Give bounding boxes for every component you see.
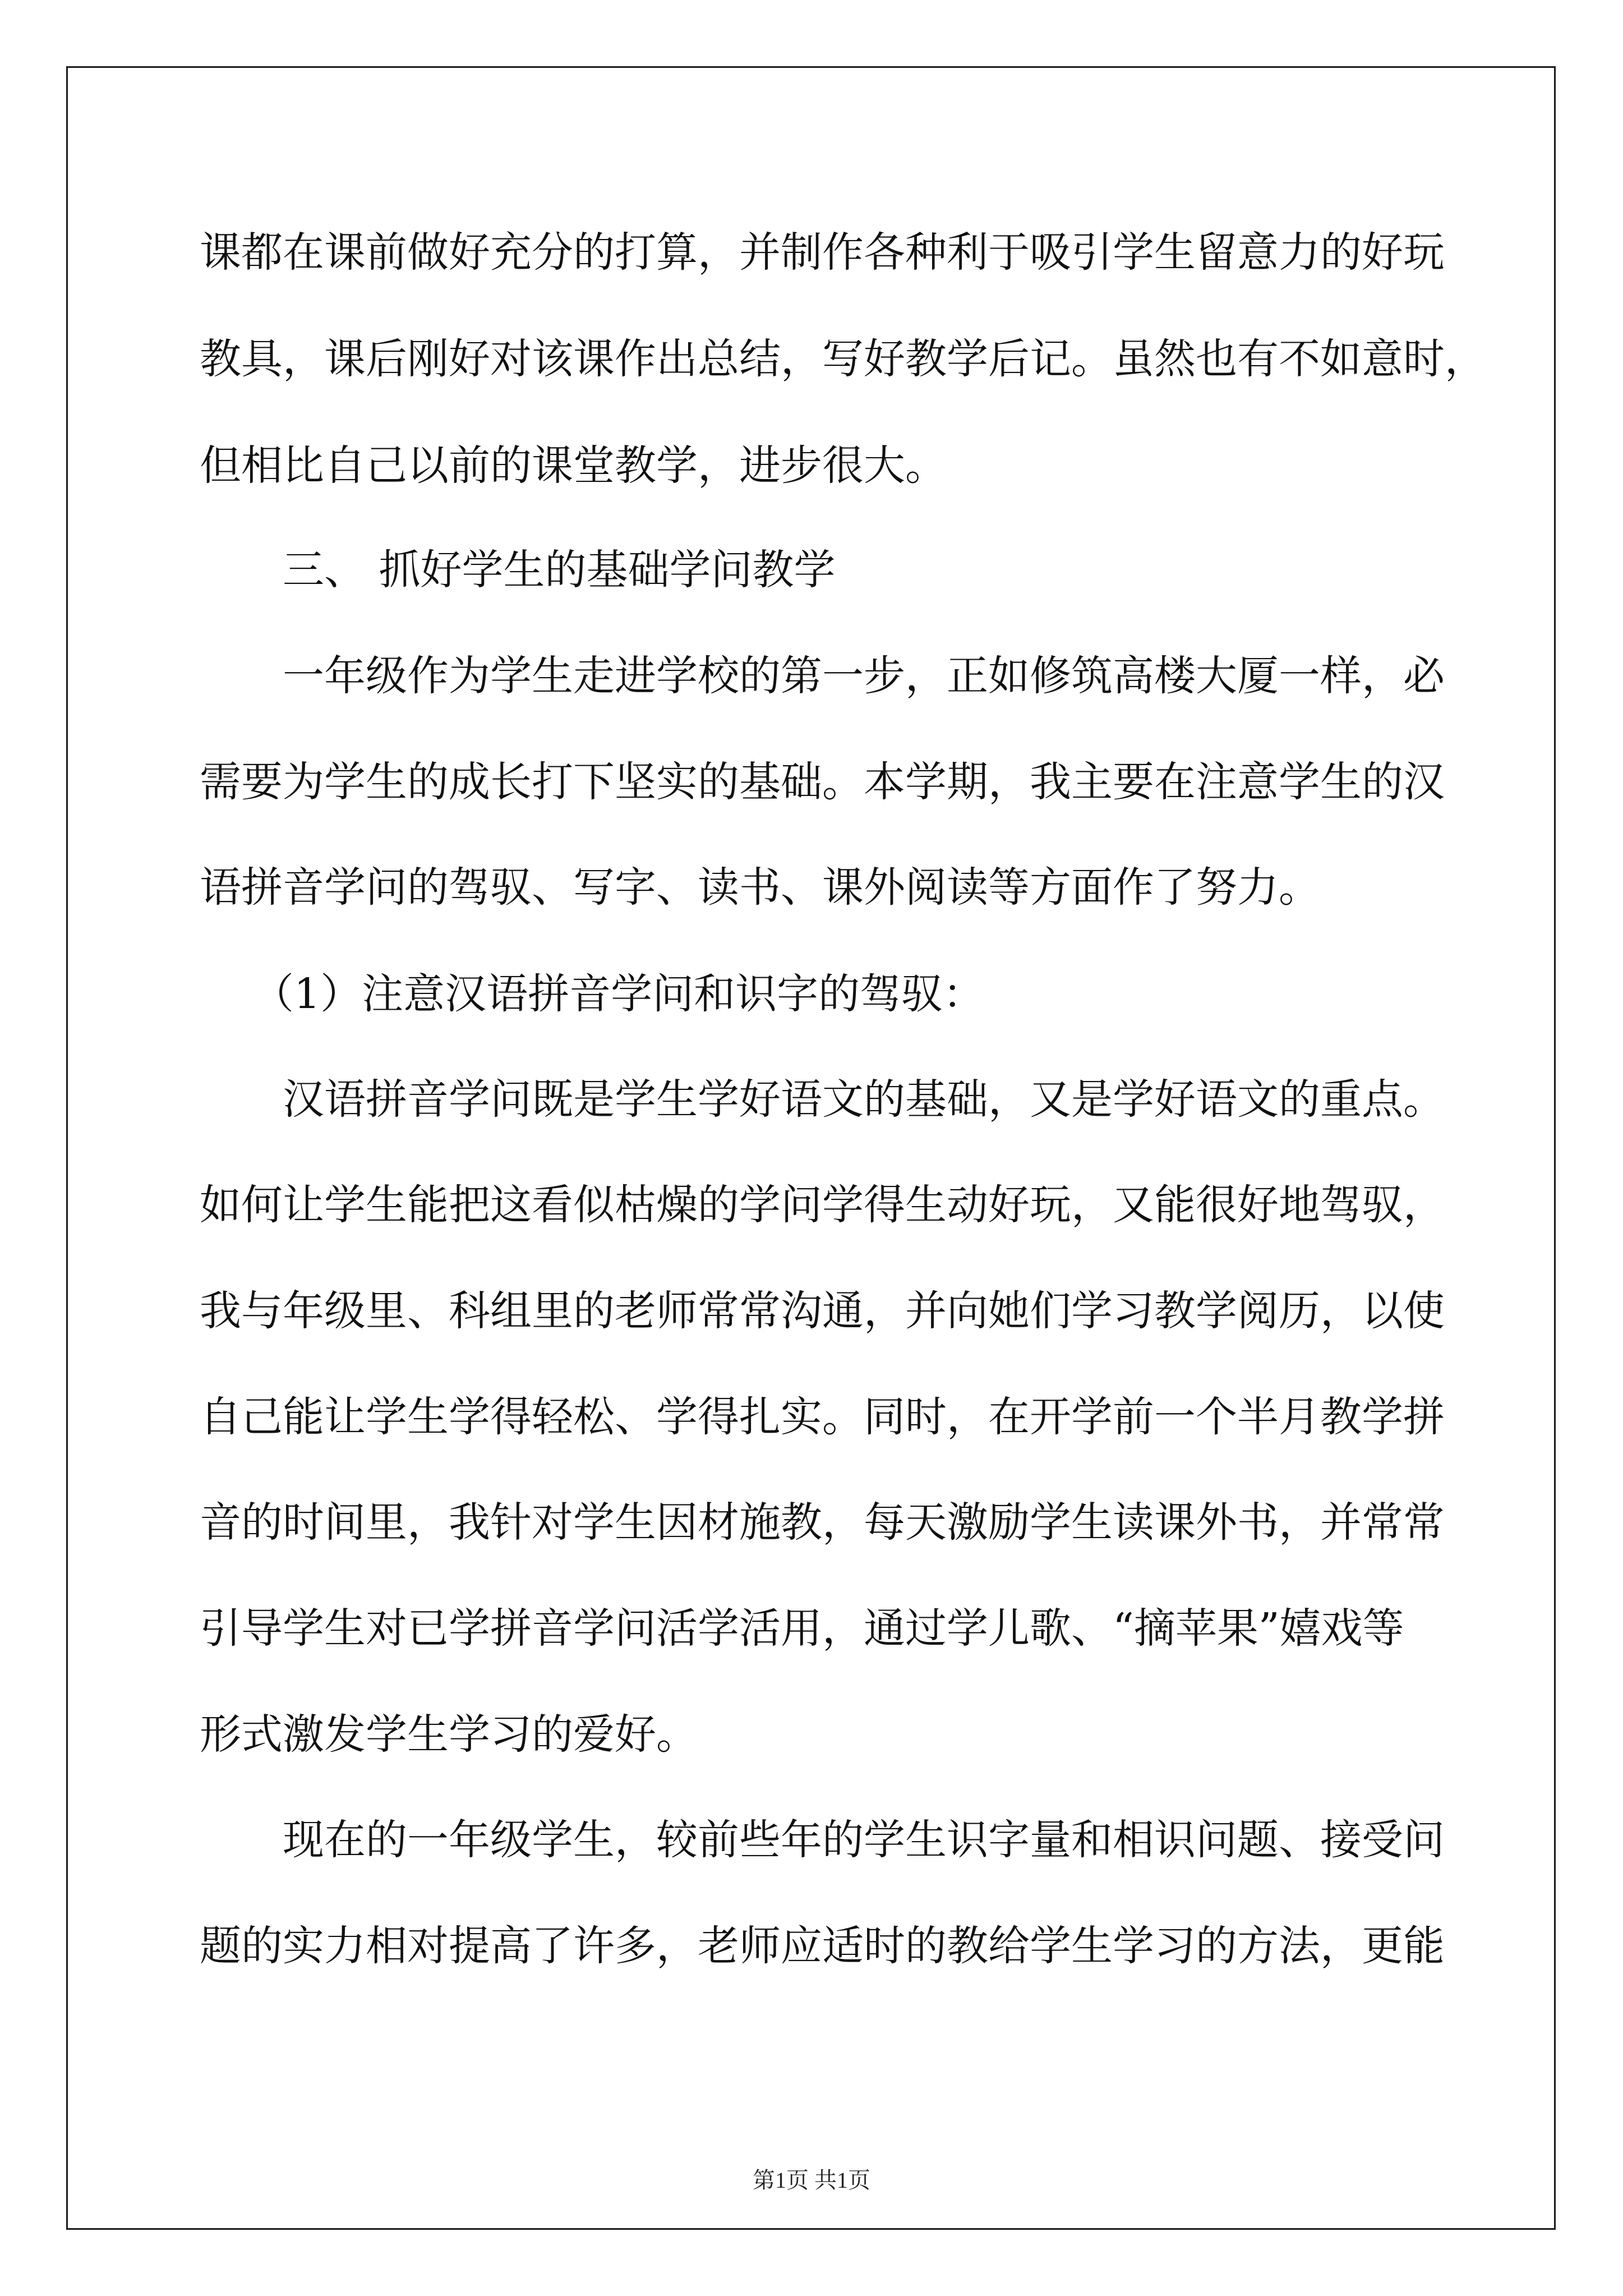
paragraph-line: 题的实力相对提高了许多，老师应适时的教给学生学习的方法，更能 [200,1922,1445,1970]
paragraph-line: 音的时间里，我针对学生因材施教，每天激励学生读课外书，并常常 [200,1498,1445,1547]
paragraph-line: 课都在课前做好充分的打算，并制作各种利于吸引学生留意力的好玩 [200,228,1445,277]
page-border [66,66,1556,2230]
paragraph-line: 教具，课后刚好对该课作出总结，写好教学后记。虽然也有不如意时， [200,335,1486,383]
paragraph-line: 一年级作为学生走进学校的第一步，正如修筑高楼大厦一样，必 [283,652,1445,700]
paragraph-line: 语拼音学问的驾驭、写字、读书、课外阅读等方面作了努力。 [200,863,1320,912]
paragraph-line: 汉语拼音学问既是学生学好语文的基础，又是学好语文的重点。 [283,1075,1445,1124]
paragraph-line: 我与年级里、科组里的老师常常沟通，并向她们学习教学阅历，以使 [200,1287,1445,1335]
paragraph-line: 自己能让学生学得轻松、学得扎实。同时，在开学前一个半月教学拼 [200,1393,1445,1441]
paragraph-line: 需要为学生的成长打下坚实的基础。本学期，我主要在注意学生的汉 [200,758,1445,806]
subsection-heading: （1）注意汉语拼音学问和识字的驾驭： [252,970,985,1018]
section-heading: 三、 抓好学生的基础学问教学 [283,546,836,594]
paragraph-line: 但相比自己以前的课堂教学，进步很大。 [200,441,947,490]
page-footer: 第1页 共1页 [753,2168,870,2193]
paragraph-line: 现在的一年级学生，较前些年的学生识字量和相识问题、接受问 [283,1816,1445,1864]
paragraph-line: 形式激发学生学习的爱好。 [200,1710,698,1759]
paragraph-line: 引导学生对已学拼音学问活学活用，通过学儿歌、“摘苹果”嬉戏等 [200,1604,1404,1653]
paragraph-line: 如何让学生能把这看似枯燥的学问学得生动好玩，又能很好地驾驭， [200,1181,1445,1229]
